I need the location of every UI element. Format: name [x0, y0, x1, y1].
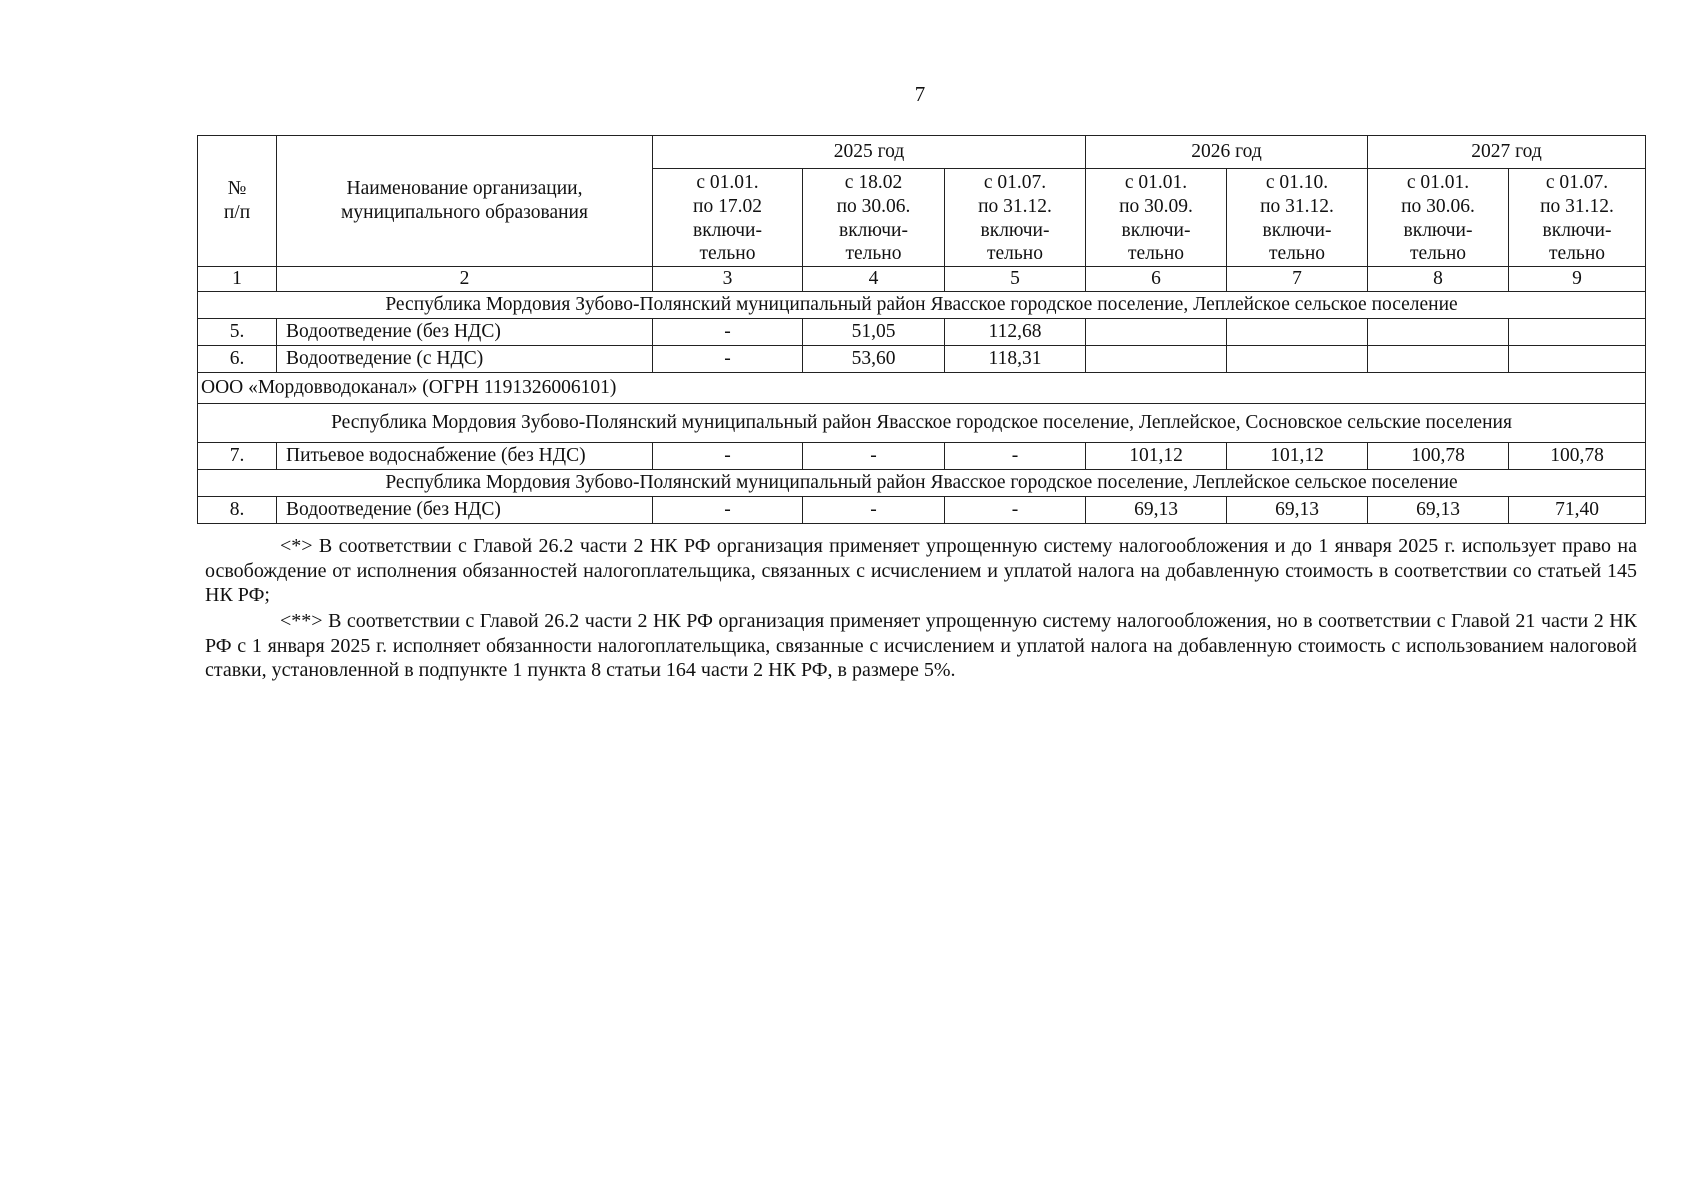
row-num: 7.: [198, 442, 277, 469]
row-value: 53,60: [803, 345, 945, 372]
column-number: 4: [803, 267, 945, 292]
row-value: -: [653, 442, 803, 469]
row-value: 112,68: [945, 318, 1086, 345]
row-value: -: [653, 345, 803, 372]
page-number: 7: [914, 82, 926, 106]
row-num: 5.: [198, 318, 277, 345]
table-row: [198, 442, 1646, 469]
row-value: -: [945, 442, 1086, 469]
row-value: 51,05: [803, 318, 945, 345]
row-name: Водоотведение (без НДС): [277, 496, 653, 523]
footnote: <*> В соответствии с Главой 26.2 части 2 НК РФ организация применяет упрощенную систему налогообложения и до 1 января 2025 г. использует право на освобождение от исполнения обязанностей налогоплательщика, связанных с исчислением и уплатой налога на добавленную стоимость в соответствии со статьей 145 НК РФ;: [205, 535, 1637, 606]
table-row: [198, 496, 1646, 523]
row-value: 118,31: [945, 345, 1086, 372]
row-name: Водоотведение (с НДС): [277, 345, 653, 372]
column-number: 7: [1227, 267, 1368, 292]
column-number: 6: [1086, 267, 1227, 292]
organization-heading: ООО «Мордовводоканал» (ОГРН 1191326006101): [198, 372, 1646, 403]
header-period: с 01.07. по 31.12. включи- тельно: [1509, 169, 1646, 267]
row-value: [1509, 345, 1646, 372]
row-value: 101,12: [1227, 442, 1368, 469]
header-period: с 18.02 по 30.06. включи- тельно: [803, 169, 945, 267]
header-num: № п/п: [198, 136, 277, 267]
row-value: -: [945, 496, 1086, 523]
column-number: 2: [277, 267, 653, 292]
row-value: -: [803, 442, 945, 469]
row-value: 101,12: [1086, 442, 1227, 469]
region-heading: Республика Мордовия Зубово-Полянский муниципальный район Явасское городское поселение, Леплейское, Сосновское сельские поселения: [198, 403, 1646, 442]
column-number: 8: [1368, 267, 1509, 292]
region-heading: Республика Мордовия Зубово-Полянский муниципальный район Явасское городское поселение, Леплейское сельское поселение: [198, 291, 1646, 318]
row-value: [1227, 318, 1368, 345]
row-value: 71,40: [1509, 496, 1646, 523]
footnote: <**> В соответствии с Главой 26.2 части 2 НК РФ организация применяет упрощенную систему налогообложения, но в соответствии с Главой 21 части 2 НК РФ с 1 января 2025 г. исполняет обязанности налогоплательщика, связанные с исчислением и уплатой налога на добавленную стоимость с использованием налоговой ставки, установленной в подпункте 1 пункта 8 статьи 164 части 2 НК РФ, в размере 5%.: [205, 610, 1637, 681]
row-value: [1368, 318, 1509, 345]
header-period: с 01.01. по 30.09. включи- тельно: [1086, 169, 1227, 267]
column-number: 5: [945, 267, 1086, 292]
row-value: 69,13: [1227, 496, 1368, 523]
row-value: [1086, 345, 1227, 372]
row-value: 100,78: [1368, 442, 1509, 469]
row-value: 100,78: [1509, 442, 1646, 469]
row-num: 8.: [198, 496, 277, 523]
header-period: с 01.01. по 30.06. включи- тельно: [1368, 169, 1509, 267]
row-value: [1227, 345, 1368, 372]
header-year-2025: 2025 год: [653, 136, 1086, 169]
column-number: 3: [653, 267, 803, 292]
row-value: [1368, 345, 1509, 372]
row-num: 6.: [198, 345, 277, 372]
column-number: 9: [1509, 267, 1646, 292]
row-value: [1509, 318, 1646, 345]
row-value: [1086, 318, 1227, 345]
row-value: 69,13: [1368, 496, 1509, 523]
header-period: с 01.01. по 17.02 включи- тельно: [653, 169, 803, 267]
region-heading: Республика Мордовия Зубово-Полянский муниципальный район Явасское городское поселение, Леплейское сельское поселение: [198, 469, 1646, 496]
row-value: -: [803, 496, 945, 523]
column-number: 1: [198, 267, 277, 292]
row-name: Водоотведение (без НДС): [277, 318, 653, 345]
header-period: с 01.07. по 31.12. включи- тельно: [945, 169, 1086, 267]
row-value: -: [653, 496, 803, 523]
header-year-2026: 2026 год: [1086, 136, 1368, 169]
header-name: Наименование организации, муниципального образования: [277, 136, 653, 267]
row-name: Питьевое водоснабжение (без НДС): [277, 442, 653, 469]
table-row: [198, 345, 1646, 372]
table-row: [198, 318, 1646, 345]
row-value: -: [653, 318, 803, 345]
header-year-2027: 2027 год: [1368, 136, 1646, 169]
row-value: 69,13: [1086, 496, 1227, 523]
tariff-table: [197, 135, 1646, 524]
header-period: с 01.10. по 31.12. включи- тельно: [1227, 169, 1368, 267]
